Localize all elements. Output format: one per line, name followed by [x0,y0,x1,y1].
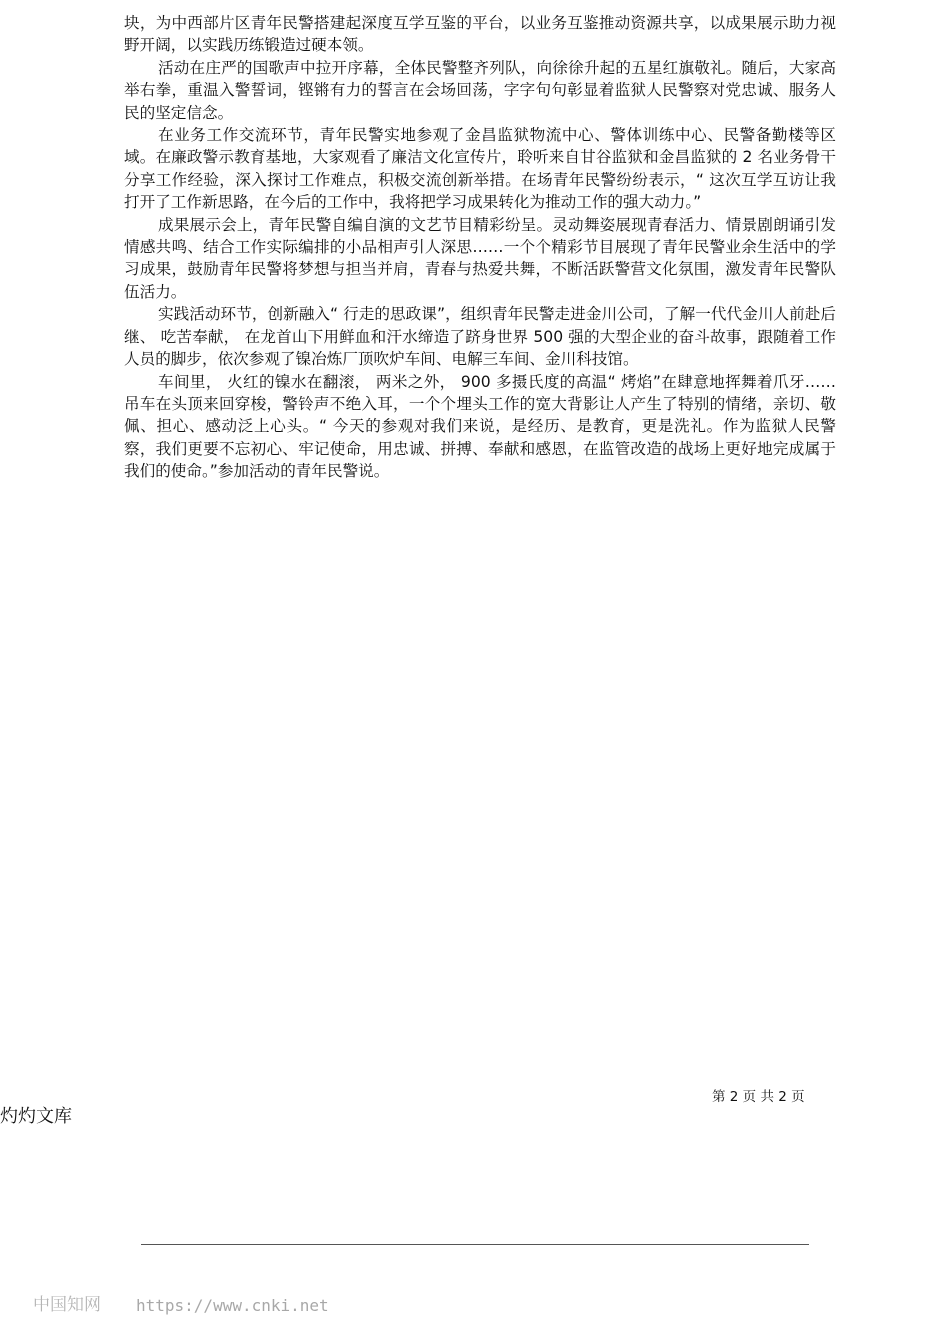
paragraph-3: 在业务工作交流环节，青年民警实地参观了金昌监狱物流中心、警体训练中心、民警备勤楼等区域。在廉政警示教育基地，大家观看了廉洁文化宣传片，聆听来自甘谷监狱和金昌监狱的 2 名业务骨干分享工作经验，深入探讨工作难点，积极交流创新举措。在场青年民警纷纷表示，“ 这次互学互访让我打开了工作新思路，在今后的工作中，我将把学习成果转化为推动工作的强大动力。” [124,126,836,212]
cnki-name: 中国知网 [33,1295,101,1315]
paragraph-1: 块，为中西部片区青年民警搭建起深度互学互鉴的平台，以业务互鉴推动资源共享，以成果展示助力视野开阔，以实践历练锻造过硬本领。 [124,14,836,55]
page-number: 第 2 页 共 2 页 [712,1089,805,1105]
article-body [124,12,836,483]
cnki-url-link[interactable]: https://www.cnki.net [136,1296,329,1315]
paragraph-6: 车间里， 火红的镍水在翻滚， 两米之外， 900 多摄氏度的高温“ 烤焰”在肆意地挥舞着爪牙……吊车在头顶来回穿梭，警铃声不绝入耳，一个个埋头工作的宽大背影让人产生了特别的情绪，亲切、敬佩、担心、感动泛上心头。“ 今天的参观对我们来说，是经历、是教育，更是洗礼。作为监狱人民警察，我们更要不忘初心、牢记使命，用忠诚、拼搏、奉献和感恩，在监管改造的战场上更好地完成属于我们的使命。”参加活动的青年民警说。 [124,372,836,481]
paragraph-2: 活动在庄严的国歌声中拉开序幕，全体民警整齐列队，向徐徐升起的五星红旗敬礼。随后，大家高举右拳，重温入警誓词，铿锵有力的誓言在会场回荡，字字句句彰显着监狱人民警察对党忠诚、服务人民的坚定信念。 [124,58,836,122]
footer-divider [141,1244,809,1245]
paragraph-4: 成果展示会上，青年民警自编自演的文艺节目精彩纷呈。灵动舞姿展现青春活力、情景剧朗诵引发情感共鸣、结合工作实际编排的小品相声引人深思……一个个精彩节目展现了青年民警业余生活中的学习成果，鼓励青年民警将梦想与担当并肩，青春与热爱共舞，不断活跃警营文化氛围，激发青年民警队伍活力。 [124,215,836,301]
library-name: 灼灼文库 [0,1106,72,1127]
paragraph-5: 实践活动环节，创新融入“ 行走的思政课”，组织青年民警走进金川公司，了解一代代金川人前赴后继、 吃苦奉献， 在龙首山下用鲜血和汗水缔造了跻身世界 500 强的大型企业的奋斗故事，跟随着工作人员的脚步，依次参观了镍冶炼厂顶吹炉车间、电解三车间、金川科技馆。 [124,305,836,369]
